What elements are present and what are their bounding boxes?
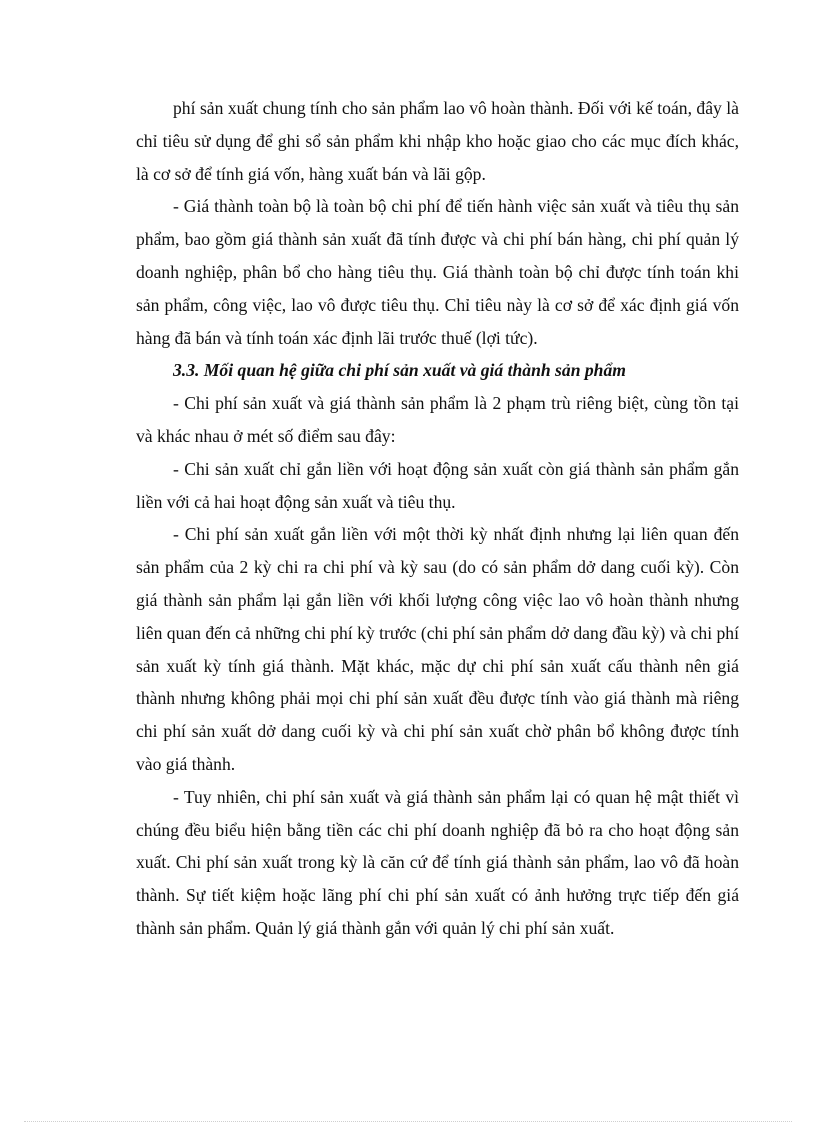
- paragraph-thoi-ky: - Chi phí sản xuất gắn liền với một thời kỳ nhất định nhưng lại liên quan đến sản phẩm của 2 kỳ chi ra chi phí và kỳ sau (do có sản phẩm dở dang cuối kỳ). Còn giá thành sản phẩm lại gắn liền với khối lượng công việc lao vô hoàn thành nhưng liên quan đến cả những chi phí kỳ trước (chi phí sản phẩm dở dang đầu kỳ) và chi phí sản xuất kỳ tính giá thành. Mặt khác, mặc dự chi phí sản xuất cấu thành nên giá thành nhưng không phải mọi chi phí sản xuất đều được tính vào giá thành mà riêng chi phí sản xuất dở dang cuối kỳ và chi phí sản xuất chờ phân bổ không được tính vào giá thành.: [136, 524, 739, 774]
- section-heading: 3.3. Mối quan hệ giữa chi phí sản xuất và giá thành sản phẩm: [173, 360, 626, 381]
- paragraph-gan-lien-hoat-dong: - Chi sản xuất chỉ gắn liền với hoạt động sản xuất còn giá thành sản phẩm gắn liền với cả hai hoạt động sản xuất và tiêu thụ.: [136, 458, 739, 512]
- paragraph-quan-he-mat-thiet: - Tuy nhiên, chi phí sản xuất và giá thành sản phẩm lại có quan hệ mật thiết vì chúng đều biểu hiện bằng tiền các chi phí doanh nghiệp đã bỏ ra cho hoạt động sản xuất. Chi phí sản xuất trong kỳ là căn cứ để tính giá thành sản phẩm, lao vô đã hoàn thành. Sự tiết kiệm hoặc lãng phí chi phí sản xuất có ảnh hưởng trực tiếp đến giá thành sản phẩm. Quản lý giá thành gắn với quản lý chi phí sản xuất.: [136, 786, 739, 938]
- page-bottom-divider: [24, 1121, 792, 1122]
- paragraph-pham-tru: - Chi phí sản xuất và giá thành sản phẩm là 2 phạm trù riêng biệt, cùng tồn tại và khác nhau ở mét số điểm sau đây:: [136, 393, 739, 446]
- paragraph-gia-thanh-toan-bo: - Giá thành toàn bộ là toàn bộ chi phí để tiến hành việc sản xuất và tiêu thụ sản phẩm, bao gồm giá thành sản xuất đã tính được và chi phí bán hàng, chi phí quản lý doanh nghiệp, phân bổ cho hàng tiêu thụ. Giá thành toàn bộ chỉ được tính toán khi sản phẩm, công việc, lao vô được tiêu thụ. Chỉ tiêu này là cơ sở để xác định giá vốn hàng đã bán và tính toán xác định lãi trước thuế (lợi tức).: [136, 196, 739, 348]
- document-body: [136, 92, 739, 945]
- paragraph-continuation: phí sản xuất chung tính cho sản phẩm lao vô hoàn thành. Đối với kế toán, đây là chỉ tiêu sử dụng để ghi sổ sản phẩm khi nhập kho hoặc giao cho các mục đích khác, là cơ sở để tính giá vốn, hàng xuất bán và lãi gộp.: [136, 98, 739, 184]
